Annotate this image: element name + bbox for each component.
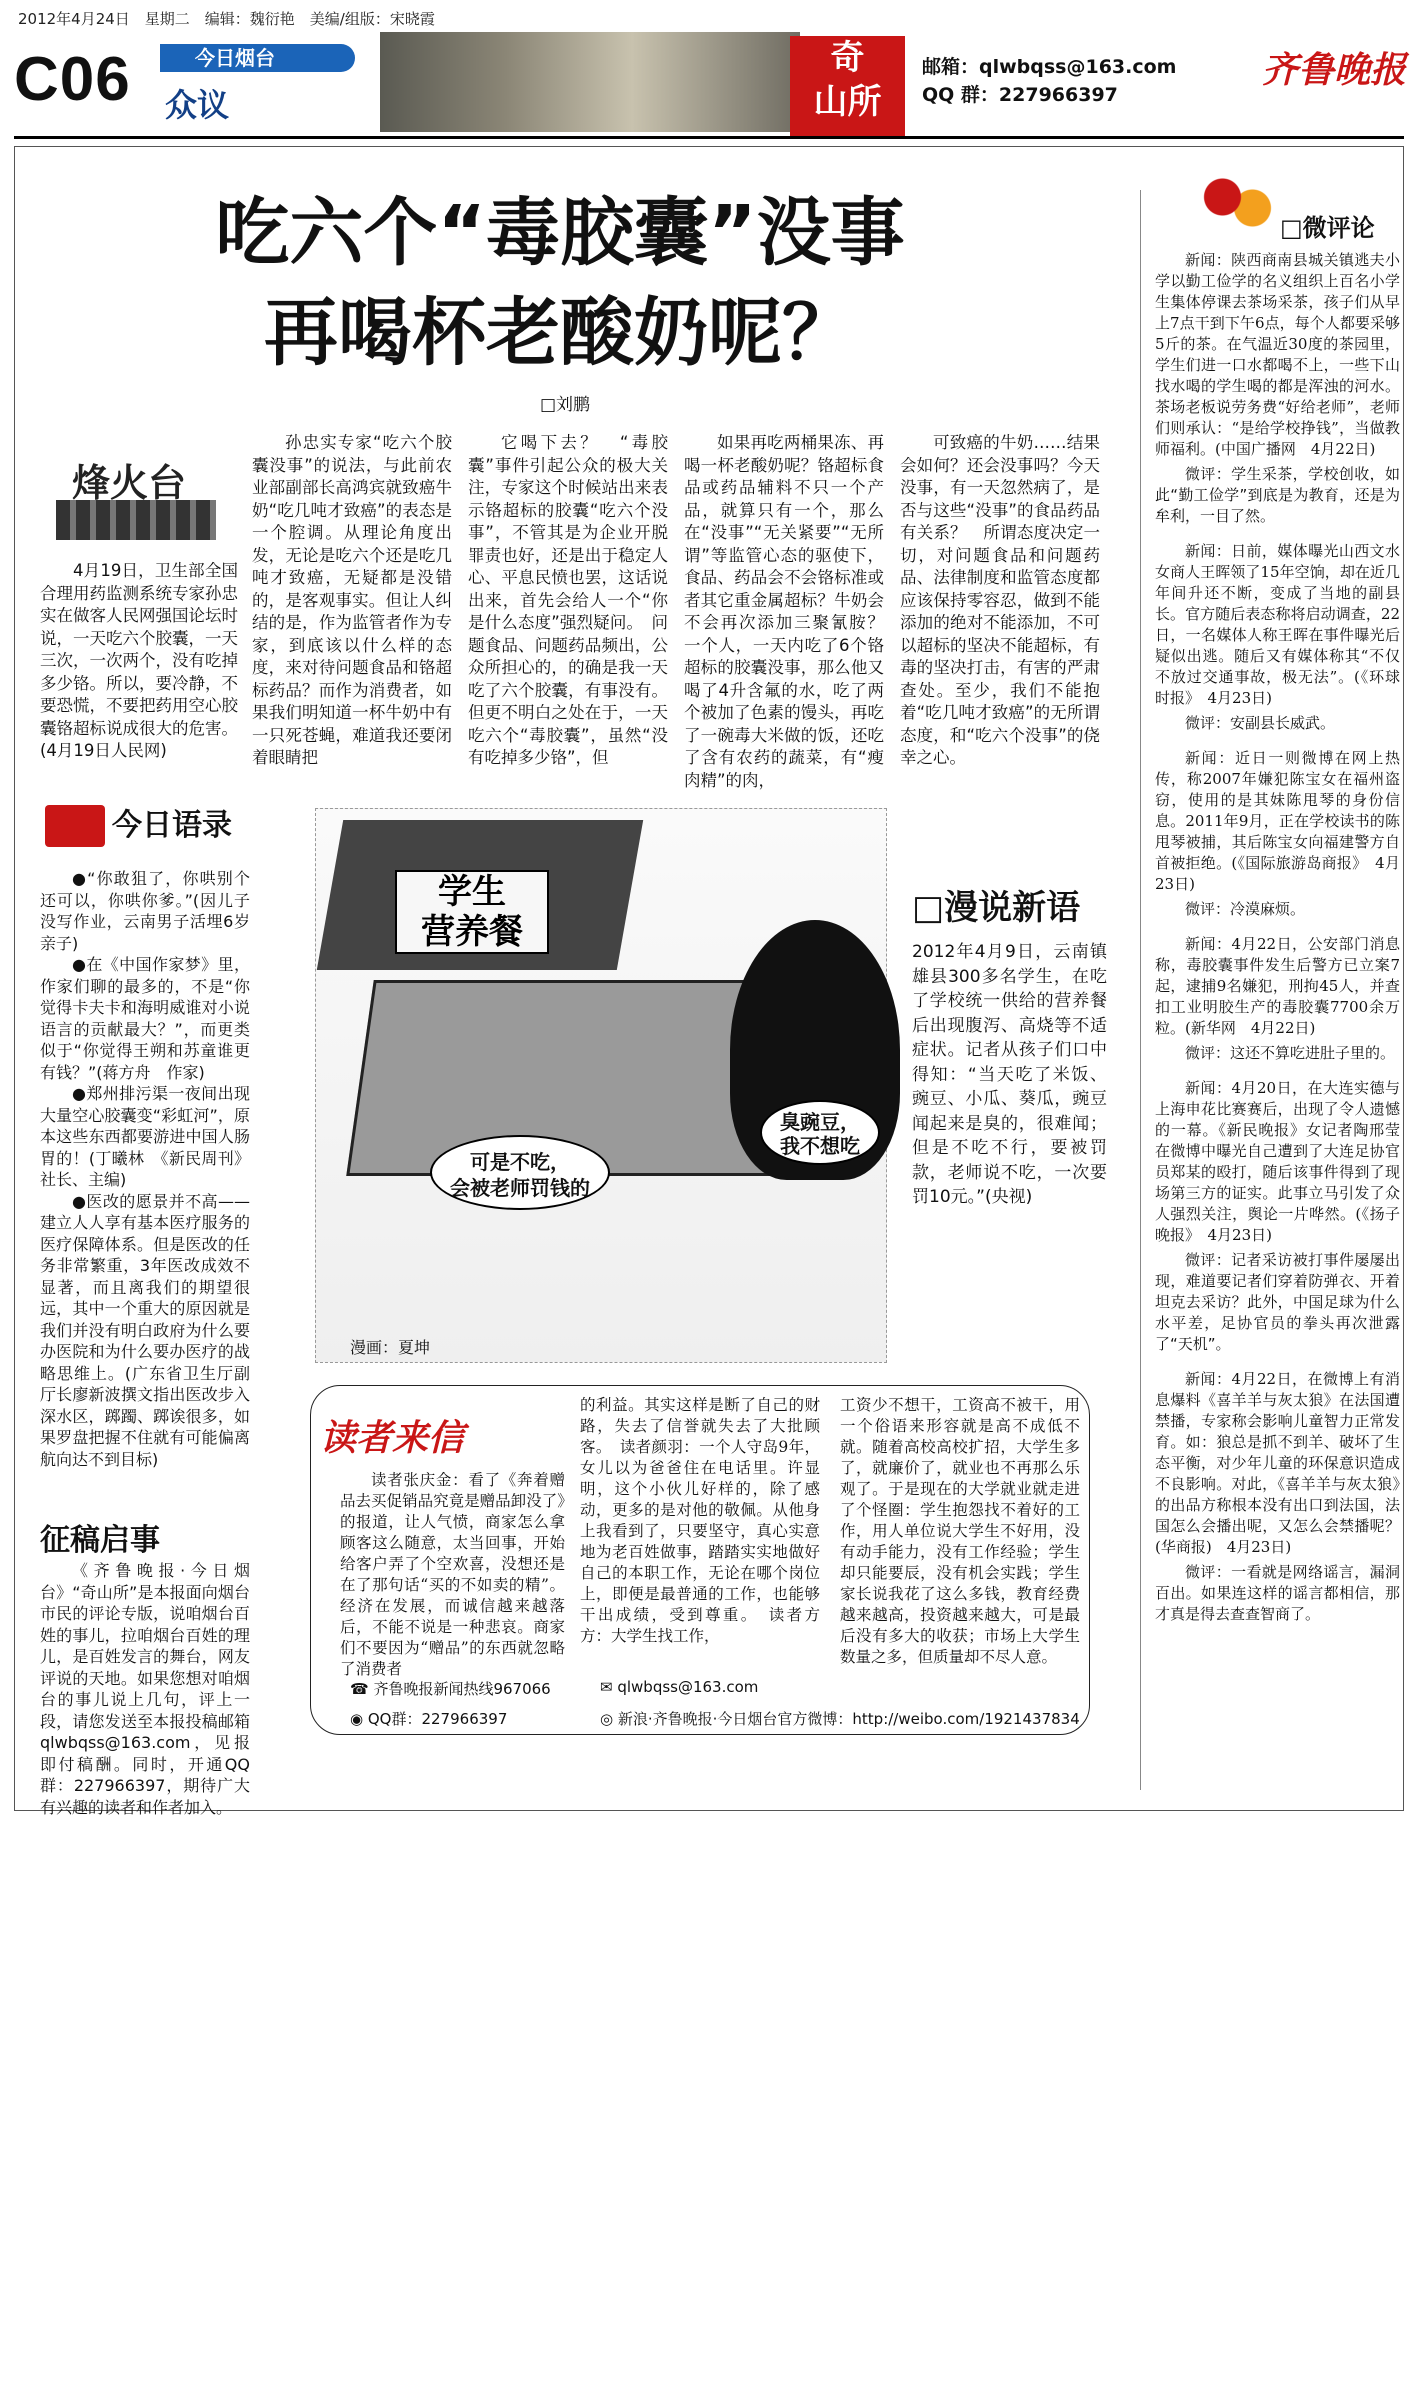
weiping-news: 新闻：陕西商南县城关镇逃夫小学以勤工俭学的名义组织上百名小学生集体停课去茶场采茶，孩子们从早上7点干到下午6点，每个人都要采够5斤的茶。在气温近30度的茶园里，学生们进一口水都喝不上，一些下山找水喝的学生喝的都是浑浊的河水。茶场老板说劳务费“好给老师”，老师们则承认：“是给学校挣钱”，当做教师福利。(中国广播网 4月22日)	[1155, 251, 1400, 458]
email-icon: ✉	[600, 1678, 618, 1696]
article-col4: 可致癌的牛奶……结果会如何？还会没事吗？今天没事，有一天忽然病了，是否与这些“没事”的食品药品有关系？ 所谓态度决定一切，对问题食品和问题药品、法律制度和监管态度都应该保持零容忍，做到不能添加的绝对不能添加，不可以超标的坚决不能超标，有毒的坚决打击，有害的严肃查处。至少，我们不能抱着“吃几吨才致癌”的无所谓态度，和“吃六个没事”的侥幸之心。	[900, 433, 1100, 767]
weiping-comment: 微评：记者采访被打事件屡屡出现，难道要记者们穿着防弹衣、开着坦克去采访？此外，中国足球为什么水平差，足协官员的拳头再次泄露了“天机”。	[1155, 1251, 1400, 1353]
reader-letters-col1: 读者张庆金：看了《奔着赠品去买促销品究竟是赠品卸没了》的报道，让人气愤，商家怎么拿顾客这么随意，太当回事，开始给客户弄了个空欢喜，没想还是在了那句话“买的不如卖的精”。经济在发展，而诚信越来越落后，不能不说是一种悲哀。商家们不要因为“赠品”的东西就忽略了消费者	[340, 1471, 565, 1678]
call-heading: 征稿启事	[40, 1523, 160, 1558]
headline-line1: 吃六个“毒胶囊”没事	[215, 190, 905, 276]
weiping-news: 新闻：4月22日，在微博上有消息爆料《喜羊羊与灰太狼》在法国遭禁播，专家称会影响儿童智力正常发育。如：狼总是抓不到羊、破坏了生态平衡，对少年儿童的环保意识造成不良影响。对此，《喜羊羊与灰太狼》的出品方称根本没有出口到法国，法国怎么会播出呢，又怎么会禁播呢？(华商报) 4月23日)	[1155, 1370, 1400, 1556]
weibo-text: ◎ 新浪·齐鲁晚报·今日烟台官方微博：http://weibo.com/1921437834	[600, 1710, 1080, 1728]
weiping-comment: 微评：冷漠麻烦。	[1185, 900, 1306, 918]
quote-item: ●医改的愿景并不高——建立人人享有基本医疗服务的医疗保障体系。但是医改的任务非常繁重，3年医改成效不显著，而且离我们的期望很远，其中一个重大的原因就是我们并没有明白政府为什么要办医院和为什么要办医疗的战略思维上。(广东省卫生厅副厅长廖新波撰文指出医改步入深水区，踯躅、踯诶很多，如果罗盘把握不住就有可能偏离航向达不到目标)	[40, 1191, 250, 1469]
qq-text: ◉ QQ群：227966397	[350, 1710, 508, 1728]
quotes-heading: 今日语录	[112, 808, 232, 843]
weiping-comment: 微评：学生采茶，学校创收，如此“勤工俭学”到底是为教育，还是为牟利，一目了然。	[1155, 465, 1400, 525]
hotline-text: ☎ 齐鲁晚报新闻热线967066	[350, 1680, 551, 1698]
page-number: C06	[14, 45, 131, 114]
weiping-news: 新闻：近日一则微博在网上热传，称2007年嫌犯陈宝女在福州盗窃，使用的是其妹陈甩琴的身份信息。2011年9月，正在学校读书的陈甩琴被捕，其后陈宝女向福建警方自首被拒绝。(《国际旅游岛商报》 4月23日)	[1155, 749, 1400, 893]
column-seal-logo: 奇 山所	[790, 36, 905, 136]
weiping-news: 新闻：4月20日，在大连实德与上海申花比赛赛后，出现了令人遗憾的一幕。《新民晚报》女记者陶邢莹在微博中曝光自己遭到了大连足协官员郑某的殴打，随后该事件得到了现场第三方的证实。此事立马引发了众人强烈关注，舆论一片哗然。(《扬子晚报》 4月23日)	[1155, 1079, 1400, 1244]
masthead-rule	[14, 136, 1404, 139]
reader-letters-heading: 读者来信	[320, 1417, 465, 1459]
article-col3: 如果再吃两桶果冻、再喝一杯老酸奶呢？铬超标食品或药品辅料不只一个产品，就算只有一个，那么在“没事”“无关紧要”“无所谓”等监管心态的驱使下，食品、药品会不会铬标准或者其它重金属超标？牛奶会不会再次添加三聚氰胺？ 一个人，一天内吃了6个铬超标的胶囊没事，那么他又喝了4升含氟的水，吃了两个被加了色素的馒头，再吃了一碗毒大米做的饭，还吃了含有农药的蔬菜，有“瘦肉精”的肉，	[684, 433, 901, 790]
call-body: 《齐鲁晚报·今日烟台》“奇山所”是本报面向烟台市民的评论专版，说咱烟台百姓的事儿，拉咱烟台百姓的理儿，是百姓发言的舞台，网友评说的天地。如果您想对咱烟台的事儿说上几句，评上一段，请您发送至本报投稿邮箱qlwbqss@163.com，见报即付稿酬。同时，开通QQ群：227966397，期待广大有兴趣的读者和作者加入。	[40, 1561, 250, 1817]
headline-line2: 再喝杯老酸奶呢？	[264, 290, 856, 376]
section-name: 众议	[165, 86, 230, 124]
quotes-list	[40, 868, 250, 1470]
speech-bubble-right: 臭豌豆， 我不想吃	[760, 1100, 880, 1165]
masthead-email: 邮箱：qlwbqss@163.com	[922, 56, 1177, 78]
article-col1: 孙忠实专家“吃六个胶囊没事”的说法，与此前农业部副部长高鸿宾就致癌牛奶“吃几吨才致癌”的表态是一个腔调。从理论角度出发，无论是吃六个还是吃几吨才致癌，无疑都是没错的，是客观事实。但让人纠结的是，作为监管者作为专家，到底该以什么样的态度，来对待问题食品和铬超标药品？而作为消费者，如果我们明知道一杯牛奶中有一只死苍蝇，难道我还要闭着眼睛把	[252, 433, 452, 767]
slang-body: 2012年4月9日，云南镇雄县300多名学生，在吃了学校统一供给的营养餐后出现腹泻、高烧等不适症状。记者从孩子们口中得知：“当天吃了米饭、豌豆、小瓜、葵瓜，豌豆闻起来是臭的，很难闻；但是不吃不行，要被罚款，老师说不吃，一次要罚10元。”(央视)	[912, 942, 1107, 1207]
book-icon	[45, 805, 105, 847]
column-label: 烽火台	[72, 461, 187, 505]
quote-item: ●郑州排污渠一夜间出现大量空心胶囊变“彩虹河”，原本这些东西都要游进中国人肠胃的！(丁曦林 《新民周刊》社长、主编)	[40, 1084, 250, 1189]
quote-item: ●在《中国作家梦》里，作家们聊的最多的，不是“你觉得卡夫卡和海明威谁对小说语言的贡献最大？”，而更类似于“你觉得王朔和苏童谁更有钱？”(蒋方舟 作家)	[40, 955, 250, 1082]
dateline: 2012年4月24日 星期二 编辑：魏衍艳 美编/组版：宋晓霞	[18, 10, 435, 28]
slang-heading: □漫说新语	[912, 888, 1081, 928]
paper-logo: 齐鲁晚报	[1262, 49, 1407, 91]
email-text: ✉ qlwbqss@163.com	[600, 1678, 759, 1696]
qq-icon: ◉	[350, 1710, 368, 1728]
weiping-list	[1155, 250, 1400, 1639]
section-tag: 今日烟台	[160, 44, 355, 72]
lunchbox-label: 学生 营养餐	[395, 870, 549, 954]
weiping-news: 新闻：4月22日，公安部门消息称，毒胶囊事件发生后警方已立案7起，逮捕9名嫌犯，刑拘45人，并查扣工业明胶生产的毒胶囊7700余万粒。(新华网 4月22日)	[1155, 935, 1400, 1037]
masthead-qq: QQ 群：227966397	[922, 84, 1118, 106]
weiping-heading: □微评论	[1280, 214, 1375, 242]
column-divider	[1140, 190, 1141, 1790]
speech-bubble-left: 可是不吃， 会被老师罚钱的	[430, 1135, 610, 1210]
quote-item: ●“你敢狙了，你哄别个还可以，你哄你爹。”(因儿子没写作业，云南男子活埋6岁亲子)	[40, 869, 250, 953]
weiping-news: 新闻：日前，媒体曝光山西文水女商人王晖领了15年空饷，却在近几年间升还不断，变成了当地的副县长。官方随后表态称将启动调查，22日，一名媒体人称王晖在事件曝光后疑似出逃。随后又有媒体称其“不仅不放过交通事故，极无法”。(《环球时报》 4月23日)	[1155, 542, 1400, 707]
reader-letters-col2: 的利益。其实这样是断了自己的财路，失去了信誉就失去了大批顾客。 读者颜羽：一个人守岛9年，女儿以为爸爸住在电话里。许显明，这个小伙儿好样的，除了感动，更多的是对他的敬佩。从他身上我看到了，只要坚守，真心实意地为老百姓做事，踏踏实实地做好自己的本职工作，无论在哪个岗位上，即便是最普通的工作，也能够干出成绩，受到尊重。 读者方方：大学生找工作，	[580, 1396, 820, 1645]
byline: □刘鹏	[540, 395, 591, 415]
article-col2: 它喝下去？ “毒胶囊”事件引起公众的极大关注，专家这个时候站出来表示铬超标的胶囊“吃六个没事”，不管其是为企业开脱罪责也好，还是出于稳定人心、平息民愤也罢，这话说出来，首先会给人一个“你是什么态度”强烈疑问。 问题食品、问题药品频出，公众所担心的，的确是我一天吃了六个胶囊，有事没有。但更不明白之处在于，一天吃六个“毒胶囊”，虽然“没有吃掉多少铬”，但	[468, 433, 668, 767]
weiping-comment: 微评：安副县长威武。	[1185, 714, 1336, 732]
speech-bubbles-icon	[1200, 175, 1275, 230]
article-lead: 4月19日，卫生部全国合理用药监测系统专家孙忠实在做客人民网强国论坛时说，一天吃六个胶囊，一天三次，一次两个，没有吃掉多少铬。所以，要冷静，不要恐慌，不要把药用空心胶囊铬超标说成很大的危害。(4月19日人民网)	[40, 561, 238, 760]
weiping-comment: 微评：一看就是网络谣言，漏洞百出。如果连这样的谣言都相信，那才真是得去查查智商了。	[1155, 1563, 1400, 1623]
weiping-comment: 微评：这还不算吃进肚子里的。	[1185, 1044, 1396, 1062]
phone-icon: ☎	[350, 1680, 374, 1698]
weibo-icon: ◎	[600, 1710, 618, 1728]
reader-letters-col3: 工资少不想干，工资高不被干，用一个俗语来形容就是高不成低不就。随着高校高校扩招，大学生多了，就廉价了，就业也不再那么乐观了。于是现在的大学就业就走进了个怪圈：学生抱怨找不着好的工作，用人单位说大学生不好用，没有动手能力，没有工作经验；学生却只能要辰，没有机会实践；学生家长说我花了这么多钱，教育经费越来越高，投资越来越大，可是最后没有多大的收获；市场上大学生数量之多，但质量却不尽人意。	[840, 1396, 1080, 1666]
masthead-photo	[380, 32, 800, 132]
cartoon-credit: 漫画：夏坤	[350, 1338, 431, 1357]
